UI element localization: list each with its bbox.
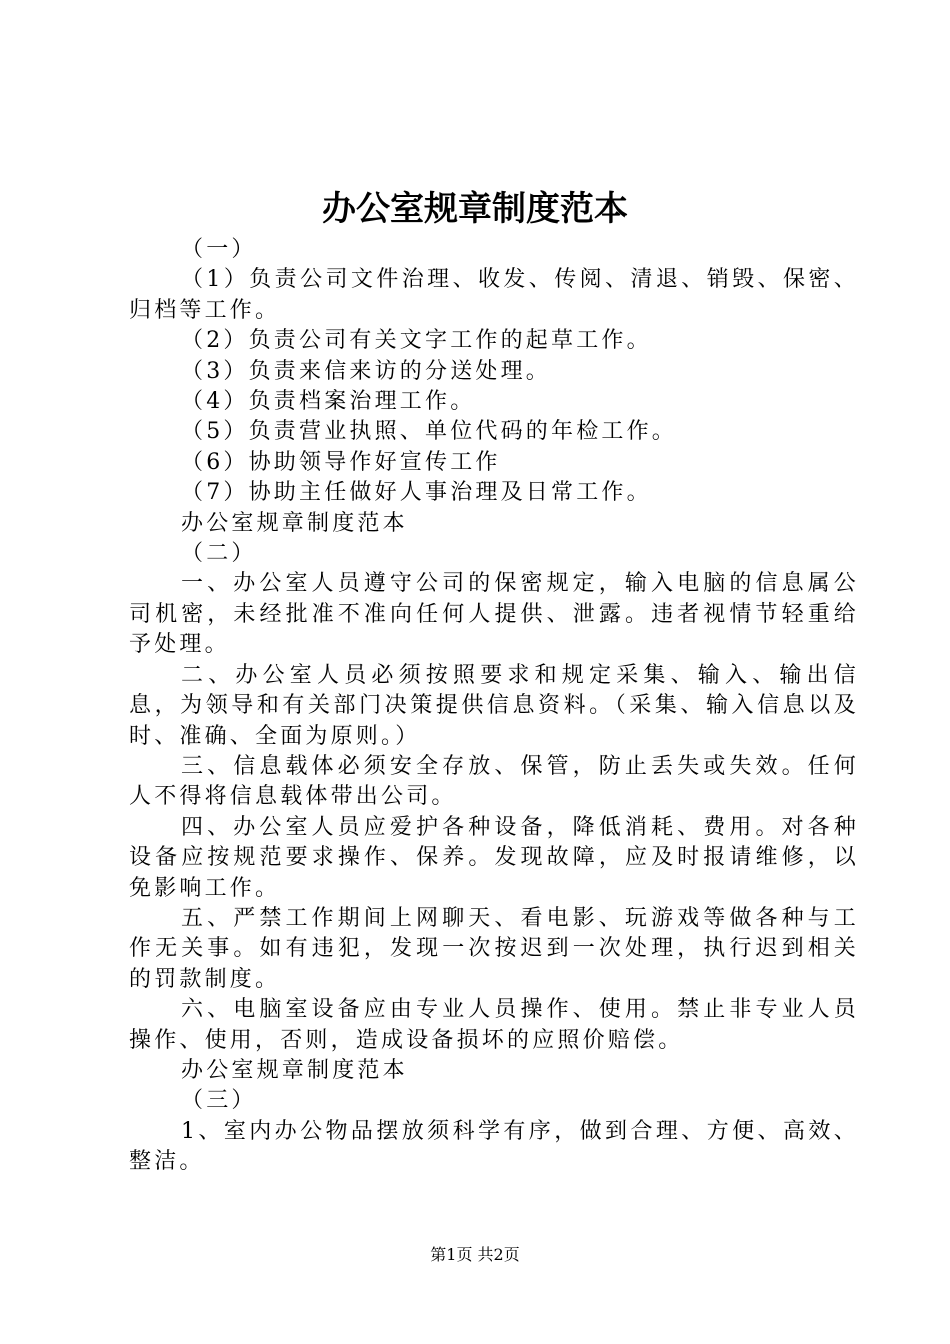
- paragraph-item-5: （5）负责营业执照、单位代码的年检工作。: [181, 419, 677, 445]
- paragraph-item-2: （2）负责公司有关文字工作的起草工作。: [181, 328, 652, 354]
- paragraph-rule-6: 六、电脑室设备应由专业人员操作、使用。禁止非专业人员操作、使用，否则，造成设备损坏的应照价赔偿。: [129, 997, 859, 1053]
- paragraph-item-6: （6）协助领导作好宣传工作: [181, 449, 501, 475]
- page-number-footer: 第1页 共2页: [430, 1245, 520, 1264]
- paragraph-rule-7: 1、室内办公物品摆放须科学有序，做到合理、方便、高效、整洁。: [129, 1118, 859, 1175]
- subtitle-repeat-1: 办公室规章制度范本: [181, 510, 408, 536]
- section-heading-1: （一）: [181, 237, 257, 262]
- paragraph-rule-1: 一、办公室人员遵守公司的保密规定，输入电脑的信息属公司机密，未经批准不准向任何人提供、泄露。违者视情节轻重给予处理。: [129, 571, 859, 658]
- paragraph-rule-3: 三、信息载体必须安全存放、保管，防止丢失或失效。任何人不得将信息载体带出公司。: [129, 753, 859, 810]
- paragraph-rule-5: 五、严禁工作期间上网聊天、看电影、玩游戏等做各种与工作无关事。如有违犯，发现一次按迟到一次处理，执行迟到相关的罚款制度。: [129, 905, 859, 992]
- subtitle-repeat-2: 办公室规章制度范本: [181, 1057, 408, 1083]
- paragraph-item-4: （4）负责档案治理工作。: [181, 389, 476, 415]
- document-body: [129, 235, 859, 1178]
- paragraph-item-3: （3）负责来信来访的分送处理。: [181, 358, 551, 384]
- paragraph-item-7: （7）协助主任做好人事治理及日常工作。: [181, 480, 652, 506]
- paragraph-item-1: （1）负责公司文件治理、收发、传阅、清退、销毁、保密、归档等工作。: [129, 267, 859, 323]
- document-title: 办公室规章制度范本: [322, 189, 628, 229]
- paragraph-rule-4: 四、办公室人员应爱护各种设备，降低消耗、费用。对各种设备应按规范要求操作、保养。发现故障，应及时报请维修，以免影响工作。: [129, 814, 859, 901]
- section-heading-2: （二）: [181, 541, 257, 567]
- paragraph-rule-2: 二、办公室人员必须按照要求和规定采集、输入、输出信息，为领导和有关部门决策提供信息资料。（采集、输入信息以及时、准确、全面为原则。）: [129, 662, 859, 749]
- section-heading-3: （三）: [181, 1088, 257, 1114]
